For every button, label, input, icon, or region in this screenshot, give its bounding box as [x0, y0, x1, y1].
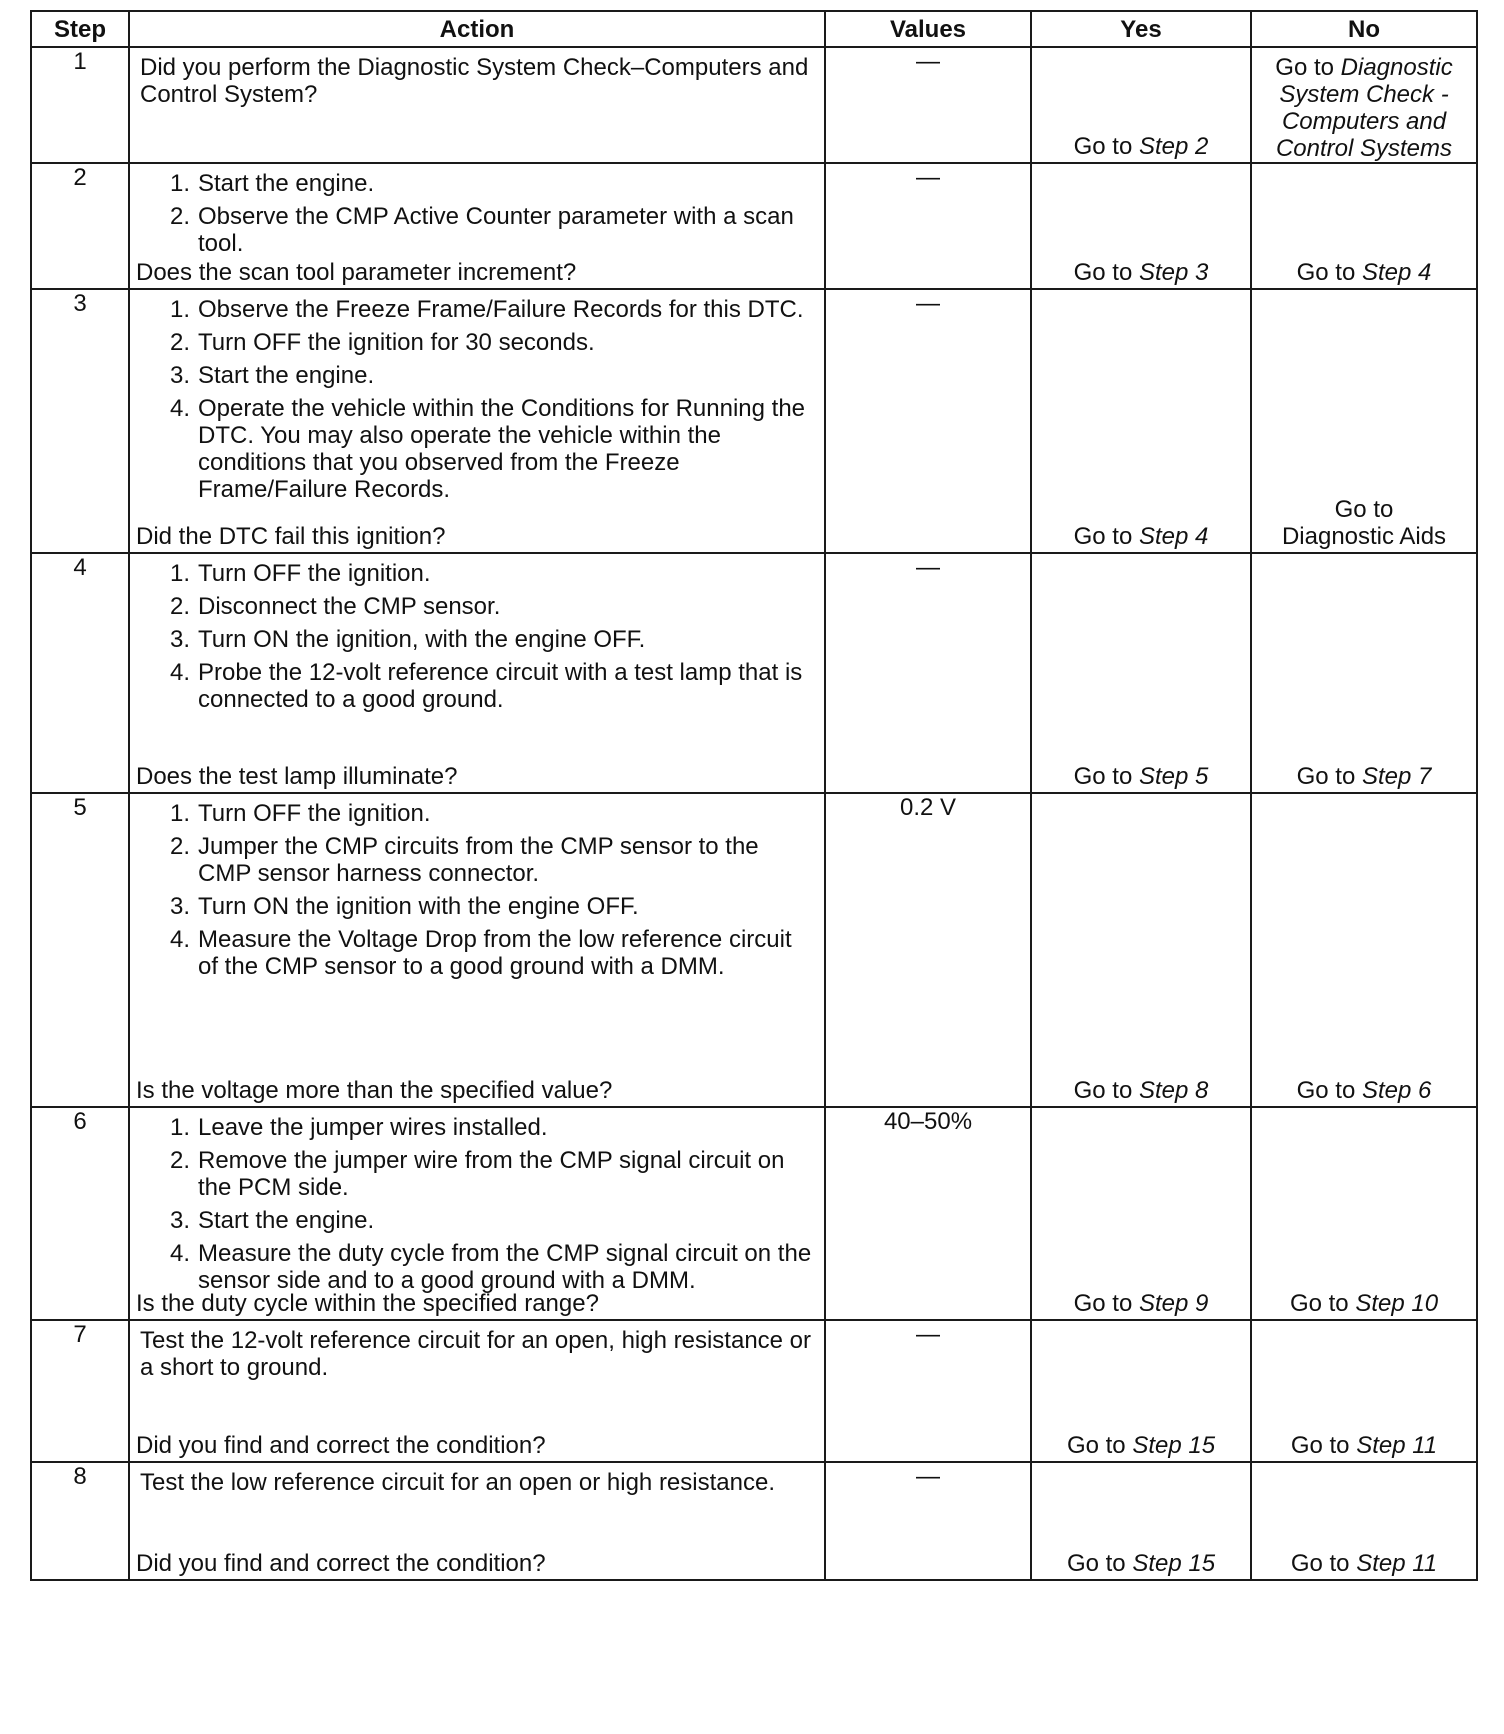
list-item-number: 1. — [169, 800, 190, 827]
list-item — [140, 560, 814, 587]
value-cell: — — [825, 1462, 1031, 1580]
list-item — [140, 926, 814, 980]
yes-goto-link-target: Step 5 — [1138, 763, 1209, 790]
list-item — [140, 203, 814, 257]
list-item-text: Turn OFF the ignition. — [198, 560, 431, 587]
list-item — [140, 893, 814, 920]
yes-cell — [1031, 553, 1251, 793]
step-number: 2 — [31, 163, 129, 289]
diagnostic-table — [30, 10, 1478, 1581]
action-question: Is the duty cycle within the specified range? — [136, 1290, 599, 1317]
no-goto-line: Go to — [1334, 496, 1394, 523]
yes-goto-link[interactable] — [1032, 133, 1250, 160]
list-item-text: Turn ON the ignition, with the engine OFF. — [198, 626, 646, 653]
header-no: No — [1251, 11, 1477, 47]
yes-goto-link-prefix: Go to — [1073, 259, 1139, 286]
value-cell: 0.2 V — [825, 793, 1031, 1107]
yes-goto-link-prefix: Go to — [1066, 1550, 1133, 1577]
yes-goto-link[interactable] — [1032, 1290, 1250, 1317]
yes-goto-link-target: Step 3 — [1138, 259, 1209, 286]
no-goto-link[interactable] — [1252, 1432, 1476, 1459]
no-goto-line: Go to Diagnostic — [1275, 54, 1453, 81]
yes-goto-link[interactable] — [1032, 259, 1250, 286]
no-goto-link[interactable] — [1252, 259, 1476, 286]
action-question: Is the voltage more than the specified value? — [136, 1077, 613, 1104]
no-cell — [1251, 1320, 1477, 1462]
action-intro: Test the 12-volt reference circuit for an open, high resistance or a short to ground. — [140, 1327, 812, 1381]
action-cell — [129, 163, 825, 289]
no-goto-link-target: Step 10 — [1355, 1290, 1439, 1317]
table-row — [31, 289, 1477, 553]
no-goto-link[interactable] — [1252, 1550, 1476, 1577]
no-goto-link[interactable] — [1252, 763, 1476, 790]
yes-cell — [1031, 47, 1251, 163]
list-item-number: 2. — [169, 593, 190, 620]
list-item-text: Observe the CMP Active Counter parameter with a scan tool. — [198, 203, 794, 257]
yes-goto-link-target: Step 2 — [1138, 133, 1209, 160]
header-step: Step — [31, 11, 129, 47]
no-goto-line: Computers and — [1281, 108, 1447, 135]
list-item-text: Turn ON the ignition with the engine OFF. — [198, 893, 639, 920]
list-item-number: 4. — [169, 1240, 190, 1267]
no-cell — [1251, 163, 1477, 289]
no-goto-link-prefix: Go to — [1296, 763, 1362, 790]
step-number: 6 — [31, 1107, 129, 1320]
list-item-text: Remove the jumper wire from the CMP signal circuit on the PCM side. — [198, 1147, 785, 1201]
table-row — [31, 1107, 1477, 1320]
no-goto-link-target: Step 4 — [1361, 259, 1432, 286]
yes-cell — [1031, 793, 1251, 1107]
list-item-text: Measure the duty cycle from the CMP signal circuit on the sensor side and to a good ground with a DMM. — [198, 1240, 812, 1294]
value-cell: — — [825, 47, 1031, 163]
list-item-number: 4. — [169, 395, 190, 422]
no-goto-link-target: Step 6 — [1361, 1077, 1432, 1104]
list-item — [140, 296, 814, 323]
list-item — [140, 1207, 814, 1234]
action-cell — [129, 1462, 825, 1580]
list-item-number: 4. — [169, 659, 190, 686]
list-item-text: Turn OFF the ignition. — [198, 800, 431, 827]
value-cell: — — [825, 163, 1031, 289]
action-question: Did you find and correct the condition? — [136, 1550, 546, 1577]
step-number: 3 — [31, 289, 129, 553]
list-item-text: Probe the 12-volt reference circuit with a test lamp that is connected to a good ground. — [198, 659, 803, 713]
header-action: Action — [129, 11, 825, 47]
no-cell — [1251, 553, 1477, 793]
action-intro: Did you perform the Diagnostic System Check–Computers and Control System? — [140, 54, 809, 108]
yes-goto-link[interactable] — [1032, 1432, 1250, 1459]
no-goto-line: System Check - — [1279, 81, 1449, 108]
no-cell — [1251, 1462, 1477, 1580]
yes-goto-link-target: Step 4 — [1138, 523, 1209, 550]
yes-goto-link[interactable] — [1032, 1077, 1250, 1104]
list-item — [140, 1147, 814, 1201]
yes-goto-link-target: Step 15 — [1132, 1432, 1216, 1459]
action-steps-list — [140, 560, 814, 713]
action-steps-list — [140, 1114, 814, 1294]
action-cell — [129, 553, 825, 793]
yes-goto-link-prefix: Go to — [1073, 1290, 1139, 1317]
list-item-number: 3. — [169, 1207, 190, 1234]
yes-goto-link[interactable] — [1032, 763, 1250, 790]
list-item-text: Jumper the CMP circuits from the CMP sensor to the CMP sensor harness connector. — [198, 833, 759, 887]
no-cell — [1251, 1107, 1477, 1320]
list-item — [140, 800, 814, 827]
action-cell — [129, 47, 825, 163]
yes-goto-link-prefix: Go to — [1073, 523, 1139, 550]
value-cell: — — [825, 289, 1031, 553]
value-cell: — — [825, 553, 1031, 793]
value-cell: 40–50% — [825, 1107, 1031, 1320]
action-intro: Test the low reference circuit for an open or high resistance. — [140, 1469, 775, 1496]
list-item-number: 4. — [169, 926, 190, 953]
list-item-number: 1. — [169, 1114, 190, 1141]
no-cell — [1251, 289, 1477, 553]
yes-cell — [1031, 289, 1251, 553]
action-question: Does the test lamp illuminate? — [136, 763, 458, 790]
header-yes: Yes — [1031, 11, 1251, 47]
list-item-text: Leave the jumper wires installed. — [198, 1114, 548, 1141]
step-number: 7 — [31, 1320, 129, 1462]
table-row — [31, 553, 1477, 793]
yes-cell — [1031, 1462, 1251, 1580]
list-item — [140, 1240, 814, 1294]
list-item-number: 2. — [169, 203, 190, 230]
no-goto-link[interactable] — [1252, 1077, 1476, 1104]
list-item-text: Observe the Freeze Frame/Failure Records for this DTC. — [198, 296, 804, 323]
no-goto-line: Diagnostic Aids — [1281, 523, 1447, 550]
value-cell: — — [825, 1320, 1031, 1462]
yes-goto-link[interactable] — [1032, 523, 1250, 550]
yes-goto-link-prefix: Go to — [1073, 763, 1139, 790]
list-item — [140, 659, 814, 713]
header-row — [31, 11, 1477, 47]
no-goto-link-target: Step 11 — [1356, 1432, 1438, 1459]
list-item — [140, 1114, 814, 1141]
list-item-text: Start the engine. — [198, 362, 375, 389]
action-steps-list — [140, 800, 814, 980]
yes-cell — [1031, 163, 1251, 289]
step-number: 8 — [31, 1462, 129, 1580]
list-item — [140, 395, 814, 503]
list-item-text: Start the engine. — [198, 1207, 375, 1234]
list-item-text: Measure the Voltage Drop from the low reference circuit of the CMP sensor to a good ground with a DMM. — [198, 926, 792, 980]
list-item-text: Start the engine. — [198, 170, 375, 197]
list-item-number: 3. — [169, 893, 190, 920]
yes-goto-link-target: Step 9 — [1138, 1290, 1209, 1317]
step-number: 1 — [31, 47, 129, 163]
action-cell — [129, 793, 825, 1107]
list-item-number: 2. — [169, 1147, 190, 1174]
action-question: Did the DTC fail this ignition? — [136, 523, 446, 550]
no-goto-link-target: Step 11 — [1356, 1550, 1438, 1577]
yes-cell — [1031, 1107, 1251, 1320]
action-cell — [129, 1107, 825, 1320]
table-row — [31, 1320, 1477, 1462]
no-cell — [1251, 47, 1477, 163]
yes-goto-link-target: Step 15 — [1132, 1550, 1216, 1577]
no-goto-link-prefix: Go to — [1289, 1290, 1356, 1317]
yes-cell — [1031, 1320, 1251, 1462]
yes-goto-link-target: Step 8 — [1138, 1077, 1209, 1104]
yes-goto-link-prefix: Go to — [1073, 1077, 1139, 1104]
no-goto-link[interactable] — [1252, 496, 1476, 550]
no-goto-line: Control Systems — [1275, 135, 1453, 162]
list-item — [140, 362, 814, 389]
header-values: Values — [825, 11, 1031, 47]
no-goto-link[interactable] — [1252, 48, 1476, 162]
list-item-text: Operate the vehicle within the Conditions for Running the DTC. You may also operate the vehicle within the conditions that you observed from the Freeze Frame/Failure Records. — [198, 395, 806, 503]
list-item-number: 3. — [169, 626, 190, 653]
list-item-number: 3. — [169, 362, 190, 389]
list-item-number: 2. — [169, 833, 190, 860]
no-goto-link-prefix: Go to — [1296, 1077, 1362, 1104]
no-goto-link-prefix: Go to — [1296, 259, 1362, 286]
yes-goto-link[interactable] — [1032, 1550, 1250, 1577]
action-steps-list — [140, 296, 814, 503]
no-goto-link[interactable] — [1252, 1290, 1476, 1317]
step-number: 5 — [31, 793, 129, 1107]
list-item — [140, 626, 814, 653]
action-question: Does the scan tool parameter increment? — [136, 259, 577, 286]
action-cell — [129, 289, 825, 553]
list-item — [140, 170, 814, 197]
list-item — [140, 593, 814, 620]
yes-goto-link-prefix: Go to — [1073, 133, 1139, 160]
list-item-text: Turn OFF the ignition for 30 seconds. — [198, 329, 595, 356]
table-row — [31, 163, 1477, 289]
table-row — [31, 1462, 1477, 1580]
list-item-number: 2. — [169, 329, 190, 356]
action-cell — [129, 1320, 825, 1462]
list-item — [140, 833, 814, 887]
no-goto-link-target: Step 7 — [1361, 763, 1432, 790]
table-row — [31, 47, 1477, 163]
list-item-number: 1. — [169, 296, 190, 323]
yes-goto-link-prefix: Go to — [1066, 1432, 1133, 1459]
table-row — [31, 793, 1477, 1107]
list-item-number: 1. — [169, 170, 190, 197]
step-number: 4 — [31, 553, 129, 793]
list-item-number: 1. — [169, 560, 190, 587]
list-item — [140, 329, 814, 356]
list-item-text: Disconnect the CMP sensor. — [198, 593, 501, 620]
no-goto-link-prefix: Go to — [1290, 1432, 1357, 1459]
action-question: Did you find and correct the condition? — [136, 1432, 546, 1459]
action-steps-list — [140, 170, 814, 257]
no-goto-link-prefix: Go to — [1290, 1550, 1357, 1577]
no-cell — [1251, 793, 1477, 1107]
